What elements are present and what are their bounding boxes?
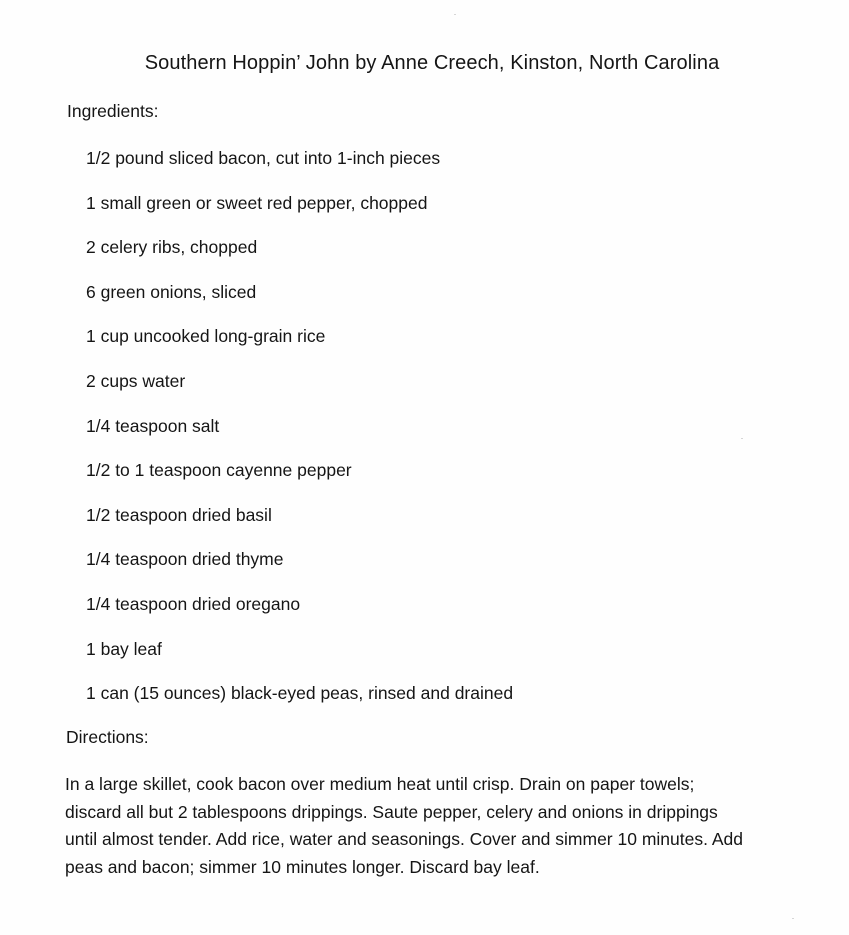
- ingredient-item: 1 cup uncooked long-grain rice: [86, 326, 326, 347]
- ingredient-item: 1/4 teaspoon salt: [86, 415, 220, 436]
- directions-line: peas and bacon; simmer 10 minutes longer. Discard bay leaf.: [65, 856, 540, 877]
- directions-line: until almost tender. Add rice, water and seasonings. Cover and simmer 10 minutes. Add: [65, 829, 743, 849]
- ingredient-item: 6 green onions, sliced: [86, 281, 257, 302]
- scan-speck: [454, 14, 456, 15]
- recipe-title: Southern Hoppin’ John by Anne Creech, Kinston, North Carolina: [144, 52, 720, 74]
- scan-speck: [741, 438, 743, 439]
- ingredient-list: [86, 147, 513, 727]
- ingredient-item: 1 small green or sweet red pepper, chopped: [86, 192, 428, 213]
- ingredient-item: 1/2 pound sliced bacon, cut into 1-inch pieces: [86, 148, 441, 168]
- ingredient-item: 1/2 teaspoon dried basil: [86, 504, 272, 525]
- ingredient-item: 2 cups water: [86, 370, 186, 391]
- directions-line: discard all but 2 tablespoons drippings. Saute pepper, celery and onions in drippings: [65, 801, 718, 822]
- ingredient-item: 1 can (15 ounces) black-eyed peas, rinsed and drained: [86, 683, 514, 704]
- scan-speck: [792, 918, 794, 919]
- ingredient-item: 2 celery ribs, chopped: [86, 237, 258, 258]
- ingredient-item: 1/4 teaspoon dried oregano: [86, 593, 301, 614]
- directions-heading: Directions:: [66, 727, 149, 747]
- ingredient-item: 1/4 teaspoon dried thyme: [86, 549, 284, 570]
- ingredient-item: 1/2 to 1 teaspoon cayenne pepper: [86, 460, 352, 481]
- ingredients-heading: Ingredients:: [67, 101, 159, 121]
- directions-line: In a large skillet, cook bacon over medium heat until crisp. Drain on paper towels;: [65, 774, 695, 794]
- directions-text: [65, 771, 805, 881]
- ingredient-item: 1 bay leaf: [86, 638, 162, 659]
